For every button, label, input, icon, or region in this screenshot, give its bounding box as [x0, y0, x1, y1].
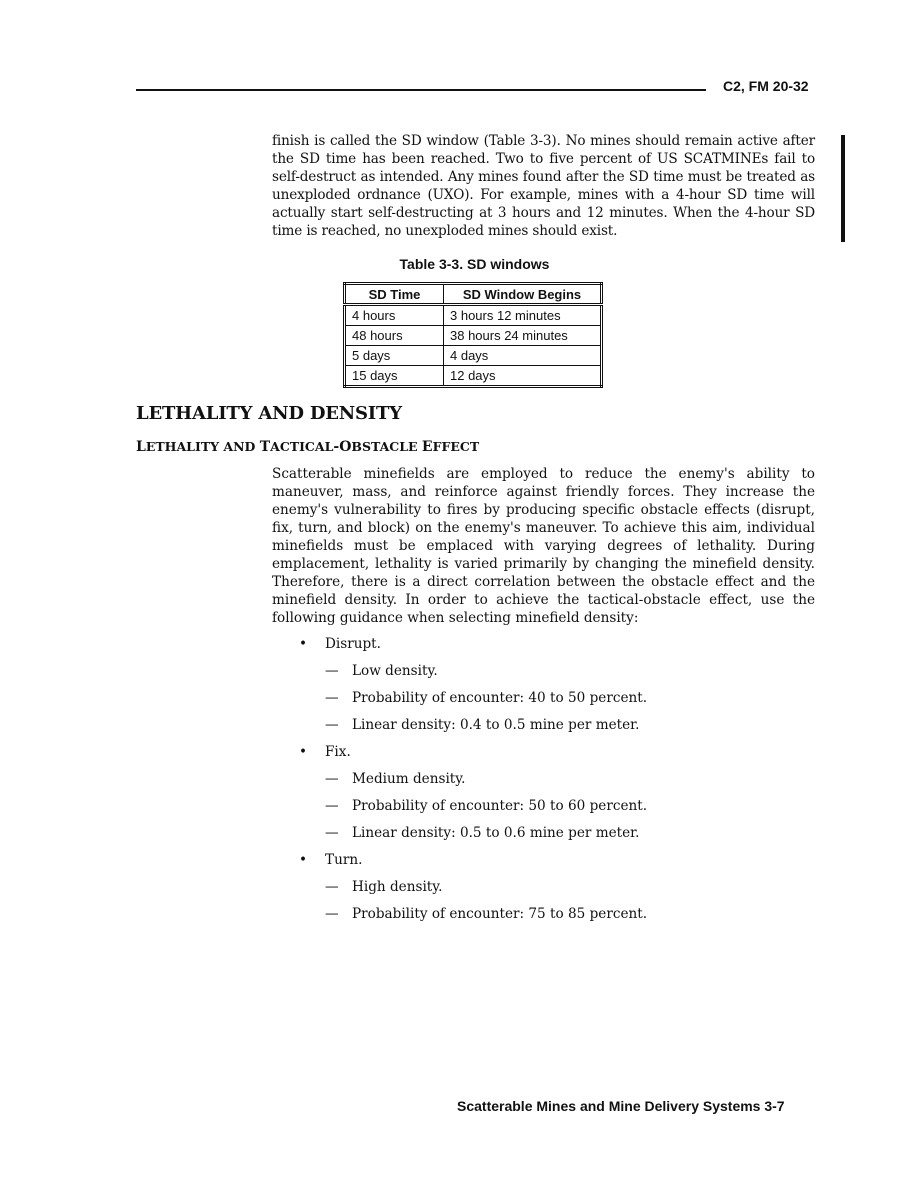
section-heading: LETHALITY AND DENSITY — [136, 403, 402, 424]
page-footer: Scatterable Mines and Mine Delivery Systems 3-7 — [457, 1098, 785, 1114]
list-item-text: High density. — [352, 879, 443, 895]
column-header-sd-time: SD Time — [345, 284, 444, 305]
sub-item — [272, 688, 812, 715]
list-item-text: Linear density: 0.4 to 0.5 mine per meter. — [352, 717, 640, 733]
table-row — [345, 366, 602, 387]
sd-windows-table — [343, 282, 603, 388]
bullet-item — [272, 634, 812, 661]
list-item-text: Low density. — [352, 663, 438, 679]
change-bar — [841, 135, 845, 242]
table-cell: 5 days — [345, 346, 444, 366]
dash-mark: — — [325, 663, 339, 679]
density-guidance-list — [272, 634, 812, 931]
lethality-paragraph: Scatterable minefields are employed to reduce the enemy's ability to maneuver, mass, and reinforce against friendly forces. They increase the enemy's vulnerability to fires by producing specific obstacle effects (disrupt, fix, turn, and block) on the enemy's maneuver. To achieve this aim, individual minefields must be emplaced with varying degrees of lethality. During emplacement, lethality is varied primarily by changing the minefield density. Therefore, there is a direct correlation between the obstacle effect and the minefield density. In order to achieve the tactical-obstacle effect, use the following guidance when selecting minefield density: — [272, 466, 815, 626]
table-cell: 48 hours — [345, 326, 444, 346]
table-cell: 3 hours 12 minutes — [444, 305, 602, 326]
bullet-mark: • — [299, 744, 308, 760]
table-row — [345, 305, 602, 326]
column-header-window-begins: SD Window Begins — [444, 284, 602, 305]
table-row — [345, 346, 602, 366]
dash-mark: — — [325, 825, 339, 841]
header-rule — [136, 89, 706, 91]
list-item-text: Probability of encounter: 75 to 85 percent. — [352, 906, 648, 922]
list-item-text: Turn. — [325, 852, 363, 868]
list-item-text: Probability of encounter: 50 to 60 percent. — [352, 798, 648, 814]
sub-item — [272, 715, 812, 742]
dash-mark: — — [325, 690, 339, 706]
table-cell: 38 hours 24 minutes — [444, 326, 602, 346]
table-cell: 12 days — [444, 366, 602, 387]
table-cell: 4 hours — [345, 305, 444, 326]
list-item-text: Medium density. — [352, 771, 466, 787]
list-item-text: Probability of encounter: 40 to 50 percent. — [352, 690, 648, 706]
sub-item — [272, 769, 812, 796]
table-row — [345, 326, 602, 346]
bullet-mark: • — [299, 636, 308, 652]
dash-mark: — — [325, 771, 339, 787]
dash-mark: — — [325, 906, 339, 922]
table-cell: 4 days — [444, 346, 602, 366]
sub-item — [272, 796, 812, 823]
intro-paragraph: finish is called the SD window (Table 3-3). No mines should remain active after the SD time has been reached. Two to five percent of US SCATMINEs fail to self-destruct as intended. Any mines found after the SD time must be treated as unexploded ordnance (UXO). For example, mines with a 4-hour SD time will actually start self-destructing at 3 hours and 12 minutes. When the 4-hour SD time is reached, no unexploded mines should exist. — [272, 133, 815, 239]
sub-item — [272, 904, 812, 931]
table-cell: 15 days — [345, 366, 444, 387]
list-item-text: Linear density: 0.5 to 0.6 mine per meter. — [352, 825, 640, 841]
table-title: Table 3-3. SD windows — [399, 256, 550, 272]
table-header-row — [345, 284, 602, 305]
dash-mark: — — [325, 717, 339, 733]
sub-item — [272, 661, 812, 688]
bullet-item — [272, 850, 812, 877]
sub-item — [272, 877, 812, 904]
bullet-item — [272, 742, 812, 769]
dash-mark: — — [325, 879, 339, 895]
section-subheading: LETHALITY AND TACTICAL-OBSTACLE EFFECT — [136, 439, 480, 455]
document-id: C2, FM 20-32 — [723, 78, 809, 94]
list-item-text: Disrupt. — [325, 636, 381, 652]
bullet-mark: • — [299, 852, 308, 868]
sub-item — [272, 823, 812, 850]
dash-mark: — — [325, 798, 339, 814]
list-item-text: Fix. — [325, 744, 351, 760]
